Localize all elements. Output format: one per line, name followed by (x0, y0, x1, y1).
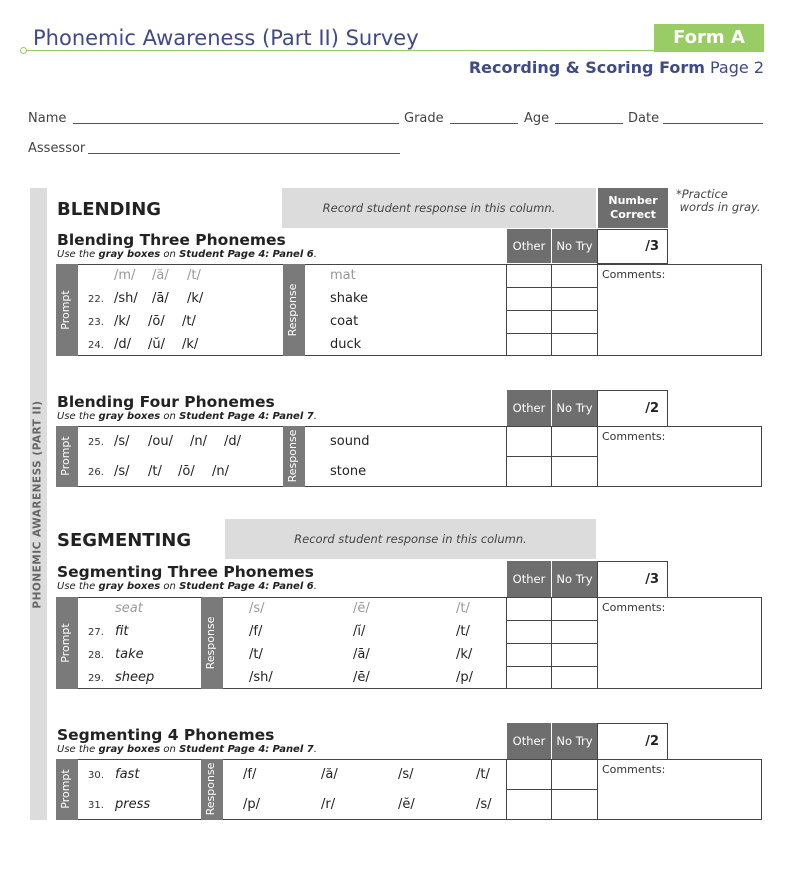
no-try-header: No Try (552, 561, 597, 597)
phoneme: /s/ (249, 601, 265, 616)
grade-field[interactable] (450, 123, 518, 124)
record-response-bar: Record student response in this column. (282, 188, 596, 228)
note-gray-boxes: gray boxes (98, 581, 161, 592)
phoneme: /ē/ (353, 601, 370, 616)
date-label: Date (628, 111, 660, 126)
note-on: on (163, 581, 176, 592)
phoneme: /ă/ (321, 767, 338, 782)
phoneme: /p/ (456, 670, 474, 685)
phoneme: /d/ (114, 337, 132, 352)
divider (506, 620, 597, 621)
prompt-tab (56, 597, 78, 689)
prompt-label: Prompt (59, 290, 72, 330)
score-cell: /2 (597, 723, 668, 760)
note-student-page: Student Page 4: (179, 411, 270, 422)
phoneme: /d/ (224, 434, 242, 449)
phoneme: /n/ (212, 464, 229, 479)
item-number: 25. (88, 437, 104, 448)
item-number: 24. (88, 340, 104, 351)
prompt-tab (56, 759, 78, 820)
divider (597, 597, 598, 689)
comments-label: Comments: (602, 268, 666, 281)
divider (506, 310, 597, 311)
divider (597, 759, 598, 820)
note-use: Use the (57, 581, 96, 592)
response-tab (201, 597, 223, 689)
prompt-tab (56, 426, 78, 487)
other-header: Other (507, 561, 551, 597)
phoneme: /ō/ (178, 464, 195, 479)
phoneme: /t/ (476, 767, 490, 782)
segmenting-three-note: Use the gray boxes on Student Page 4: Panel 6. (57, 581, 317, 592)
item-number: 27. (88, 627, 104, 638)
item-number: 31. (88, 800, 104, 811)
response-word: stone (330, 464, 367, 479)
phoneme: /sh/ (114, 291, 138, 306)
no-try-header: No Try (552, 723, 597, 759)
segmenting-four-title: Segmenting 4 Phonemes (57, 726, 275, 744)
name-field[interactable] (73, 123, 399, 124)
note-panel: Panel 7 (272, 411, 314, 422)
note-on: on (163, 744, 176, 755)
title-rule-dot (20, 47, 27, 54)
note-use: Use the (57, 744, 96, 755)
prompt-label: Prompt (59, 623, 72, 663)
record-response-bar: Record student response in this column. (225, 519, 596, 559)
phoneme: /s/ (114, 434, 130, 449)
number-correct-line1: Number (608, 194, 658, 207)
response-word: coat (330, 314, 359, 329)
response-word: duck (330, 337, 362, 352)
date-field[interactable] (663, 123, 763, 124)
note-gray-boxes: gray boxes (98, 744, 161, 755)
note-gray-boxes: gray boxes (98, 249, 161, 260)
divider (506, 333, 597, 334)
phoneme: /s/ (114, 464, 130, 479)
note-on: on (163, 249, 176, 260)
age-label: Age (524, 111, 550, 126)
phoneme: /ĕ/ (398, 797, 415, 812)
phoneme: /ou/ (148, 434, 173, 449)
response-label: Response (286, 429, 299, 483)
response-tab (283, 264, 305, 356)
prompt-word: sheep (115, 670, 155, 685)
prompt-label: Prompt (59, 769, 72, 809)
divider (506, 789, 597, 790)
note-use: Use the (57, 411, 96, 422)
phoneme: /s/ (476, 797, 492, 812)
page-title: Phonemic Awareness (Part II) Survey (33, 26, 419, 50)
blending-three-title: Blending Three Phonemes (57, 231, 286, 249)
response-word: sound (330, 434, 370, 449)
note-student-page: Student Page 4: (179, 581, 270, 592)
score-cell: /3 (597, 229, 668, 264)
phoneme: /ŭ/ (148, 337, 165, 352)
subtitle-page: Page 2 (710, 58, 764, 77)
phoneme: /t/ (187, 268, 201, 283)
blending-four-note: Use the gray boxes on Student Page 4: Panel 7. (57, 411, 317, 422)
prompt-word: take (115, 647, 144, 662)
name-label: Name (28, 111, 67, 126)
note-use: Use the (57, 249, 96, 260)
phoneme: /ă/ (152, 268, 169, 283)
prompt-word: seat (115, 601, 143, 616)
number-correct-line2: Correct (610, 208, 656, 221)
phoneme: /p/ (243, 797, 261, 812)
subtitle-bold: Recording & Scoring Form (468, 58, 705, 77)
response-word: mat (330, 268, 356, 283)
phoneme: /sh/ (249, 670, 273, 685)
phoneme: /ā/ (152, 291, 169, 306)
comments-label: Comments: (602, 430, 666, 443)
response-tab (283, 426, 305, 487)
phoneme: /ō/ (148, 314, 165, 329)
phoneme: /t/ (249, 647, 263, 662)
title-rule (24, 50, 654, 51)
phoneme: /m/ (114, 268, 136, 283)
segmenting-four-note: Use the gray boxes on Student Page 4: Panel 7. (57, 744, 317, 755)
blending-four-title: Blending Four Phonemes (57, 393, 275, 411)
blending-heading: BLENDING (57, 199, 162, 220)
response-word: shake (330, 291, 369, 306)
phoneme: /s/ (398, 767, 414, 782)
other-header: Other (507, 390, 551, 426)
grade-label: Grade (404, 111, 444, 126)
divider (506, 456, 597, 457)
assessor-field[interactable] (88, 153, 400, 154)
note-student-page: Student Page 4: (179, 249, 270, 260)
divider (597, 264, 598, 356)
side-label: PHONEMIC AWARENESS (PART II) (31, 400, 44, 609)
prompt-label: Prompt (59, 436, 72, 476)
note-gray-boxes: gray boxes (98, 411, 161, 422)
phoneme: /ā/ (353, 647, 370, 662)
phoneme: /t/ (148, 464, 162, 479)
practice-note-line2: words in gray. (679, 200, 761, 214)
item-number: 23. (88, 317, 104, 328)
phoneme: /t/ (456, 601, 470, 616)
divider (506, 643, 597, 644)
prompt-word: fast (115, 767, 140, 782)
phoneme: /k/ (456, 647, 473, 662)
note-student-page: Student Page 4: (179, 744, 270, 755)
prompt-word: press (115, 797, 151, 812)
phoneme: /k/ (182, 337, 199, 352)
prompt-tab (56, 264, 78, 356)
divider (506, 287, 597, 288)
comments-label: Comments: (602, 601, 666, 614)
practice-note-line1: *Practice (676, 187, 728, 201)
number-correct-header (598, 188, 668, 228)
phoneme: /n/ (190, 434, 207, 449)
response-tab (201, 759, 223, 820)
blending-three-note: Use the gray boxes on Student Page 4: Panel 6. (57, 249, 317, 260)
note-panel: Panel 6 (272, 249, 314, 260)
phoneme: /ē/ (353, 670, 370, 685)
score-cell: /3 (597, 561, 668, 598)
phoneme: /f/ (249, 624, 263, 639)
other-header: Other (507, 723, 551, 759)
age-field[interactable] (555, 123, 623, 124)
score-cell: /2 (597, 390, 668, 427)
phoneme: /f/ (243, 767, 257, 782)
phoneme: /k/ (187, 291, 204, 306)
prompt-word: fit (115, 624, 129, 639)
response-label: Response (204, 616, 217, 670)
note-panel: Panel 6 (272, 581, 314, 592)
item-number: 22. (88, 294, 104, 305)
assessor-label: Assessor (28, 141, 86, 156)
other-header: Other (507, 229, 551, 263)
phoneme: /t/ (456, 624, 470, 639)
item-number: 28. (88, 650, 104, 661)
segmenting-three-title: Segmenting Three Phonemes (57, 563, 314, 581)
response-label: Response (286, 283, 299, 337)
divider (506, 666, 597, 667)
note-panel: Panel 7 (272, 744, 314, 755)
item-number: 26. (88, 467, 104, 478)
phoneme: /ĭ/ (353, 624, 366, 639)
no-try-header: No Try (552, 229, 597, 263)
page-subtitle (0, 58, 764, 77)
segmenting-heading: SEGMENTING (57, 530, 192, 551)
comments-label: Comments: (602, 763, 666, 776)
phoneme: /t/ (182, 314, 196, 329)
note-on: on (163, 411, 176, 422)
divider (597, 426, 598, 487)
phoneme: /r/ (321, 797, 336, 812)
no-try-header: No Try (552, 390, 597, 426)
phoneme: /k/ (114, 314, 131, 329)
practice-note (676, 188, 761, 214)
response-label: Response (204, 762, 217, 816)
item-number: 29. (88, 673, 104, 684)
form-tag: Form A (654, 24, 764, 52)
item-number: 30. (88, 770, 104, 781)
